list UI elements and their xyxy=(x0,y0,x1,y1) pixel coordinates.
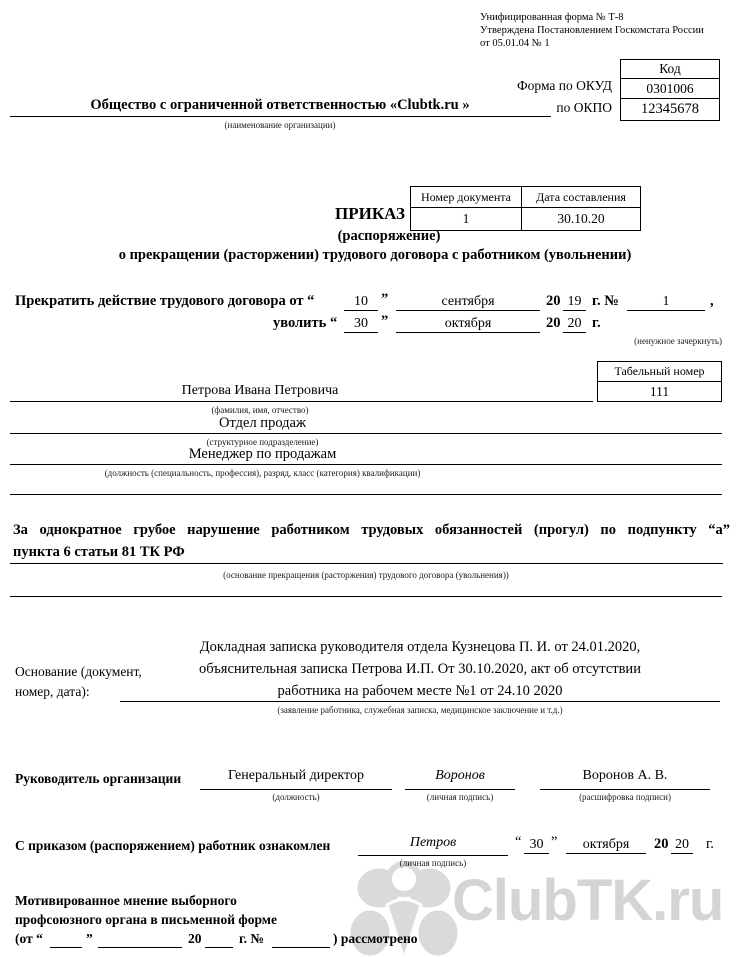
personnel-number-header: Табельный номер xyxy=(597,361,722,382)
union-quote-close: ” xyxy=(86,931,93,946)
ack-label: С приказом (распоряжением) работник ознакомлен xyxy=(15,838,331,853)
union-close-label: ) рассмотрено xyxy=(333,931,418,946)
basis-line xyxy=(120,701,720,702)
union-line1: Мотивированное мнение выборного xyxy=(15,893,237,908)
union-century: 20 xyxy=(188,931,202,946)
reason-note: (основание прекращения (расторжения) трудового договора (увольнения)) xyxy=(223,570,509,580)
basis-text-line: работника на рабочем месте №1 от 24.10 2020 xyxy=(277,683,563,699)
head-signature-block xyxy=(405,768,515,802)
union-year-blank xyxy=(205,947,233,948)
ack-quote-close: ” xyxy=(551,834,558,850)
strike-note: (ненужное зачеркнуть) xyxy=(634,336,722,346)
union-number-blank xyxy=(272,947,330,948)
doc-date-header: Дата составления xyxy=(522,187,641,208)
okpo-value-cell: 12345678 xyxy=(620,98,720,121)
terminate-label: Прекратить действие трудового договора от “ xyxy=(15,293,315,309)
head-position-note: (должность) xyxy=(272,792,320,802)
terminate-quote-close: ” xyxy=(381,291,389,307)
head-name-note: (расшифровка подписи) xyxy=(579,792,671,802)
basis-text-line: Докладная записка руководителя отдела Кузнецова П. И. от 24.01.2020, xyxy=(199,639,641,655)
dismiss-year-blank: 20 xyxy=(563,315,586,333)
doc-number-header: Номер документа xyxy=(411,187,522,208)
form-reference-line: от 05.01.04 № 1 xyxy=(480,38,550,49)
head-label: Руководитель организации xyxy=(15,771,182,786)
department-note: (структурное подразделение) xyxy=(206,437,319,447)
union-line2: профсоюзного органа в письменной форме xyxy=(15,912,277,927)
organization-name: Общество с ограниченной ответственностью «Clubtk.ru » xyxy=(90,97,470,113)
organization-name-note: (наименование организации) xyxy=(224,120,336,130)
doc-number-table xyxy=(410,186,641,231)
dismiss-century: 20 xyxy=(546,315,561,331)
position-note: (должность (специальность, профессия), разряд, класс (категория) квалификации) xyxy=(104,468,421,478)
personnel-number-value: 111 xyxy=(597,381,722,402)
ack-signature-note: (личная подпись) xyxy=(399,858,467,868)
doc-number-value: 1 xyxy=(411,208,522,231)
order-subtitle: (распоряжение) xyxy=(337,228,441,244)
basis-label-line1: Основание (документ, xyxy=(15,664,142,679)
employee-position: Менеджер по продажам xyxy=(188,446,337,462)
dismiss-quote-close: ” xyxy=(381,313,389,329)
basis-text-line: объяснительная записка Петрова И.П. От 30.10.2020, акт об отсутствии xyxy=(199,661,641,677)
dismiss-month-blank: октября xyxy=(396,315,540,333)
head-signature: Воронов xyxy=(405,768,515,790)
reason-extra-line xyxy=(10,596,722,597)
terminate-year-blank: 19 xyxy=(563,293,586,311)
union-month-blank xyxy=(98,947,182,948)
order-subject: о прекращении (расторжении) трудового договора с работником (увольнении) xyxy=(118,247,632,263)
okud-value-cell: 0301006 xyxy=(620,78,720,99)
head-position: Генеральный директор xyxy=(200,768,392,790)
head-position-block xyxy=(200,768,392,802)
union-day-blank xyxy=(50,947,82,948)
reason-line xyxy=(10,563,723,564)
ack-signature-block xyxy=(358,835,508,868)
employee-full-name: Петрова Ивана Петровича xyxy=(181,383,339,398)
head-signature-note: (личная подпись) xyxy=(426,792,494,802)
watermark-text: ClubTK.ru xyxy=(452,868,724,933)
reason-line1: За однократное грубое нарушение работником трудовых обязанностей (прогул) по подпункту “а” xyxy=(13,522,730,538)
basis-label-line2: номер, дата): xyxy=(15,684,90,699)
ack-day-blank: 30 xyxy=(524,836,549,854)
form-reference-line: Унифицированная форма № Т-8 xyxy=(480,12,624,23)
terminate-month-blank: сентября xyxy=(396,293,540,311)
doc-date-value: 30.10.20 xyxy=(522,208,641,231)
terminate-number-label: г. № xyxy=(592,293,619,309)
form-reference xyxy=(480,11,742,50)
employee-name-note: (фамилия, имя, отчество) xyxy=(211,405,309,415)
department-line xyxy=(10,433,722,434)
dismiss-label: уволить “ xyxy=(273,315,338,331)
union-from-label: (от “ xyxy=(15,931,43,946)
terminate-day-blank: 10 xyxy=(344,293,378,311)
reason-line2: пункта 6 статьи 81 ТК РФ xyxy=(13,544,185,560)
ack-month-blank: октября xyxy=(566,836,646,854)
head-name-block xyxy=(540,768,710,802)
okpo-label: по ОКПО xyxy=(556,100,612,115)
ack-year-blank: 20 xyxy=(671,836,693,854)
employee-name-line xyxy=(10,401,593,402)
head-name: Воронов А. В. xyxy=(540,768,710,790)
terminate-order-number-blank: 1 xyxy=(627,293,705,311)
empty-fill-line xyxy=(10,494,722,495)
terminate-century: 20 xyxy=(546,293,561,309)
ack-century: 20 xyxy=(654,836,669,852)
order-title: ПРИКАЗ xyxy=(335,204,405,223)
ack-year-label: г. xyxy=(706,836,714,852)
dismiss-year-label: г. xyxy=(592,315,601,331)
code-header-cell: Код xyxy=(620,59,720,79)
ack-signature: Петров xyxy=(358,835,508,856)
union-year-label: г. № xyxy=(239,931,264,946)
position-line xyxy=(10,464,722,465)
form-reference-line: Утверждена Постановлением Госкомстата России xyxy=(480,25,704,36)
basis-note: (заявление работника, служебная записка, медицинское заключение и т.д.) xyxy=(277,705,563,715)
terminate-comma: , xyxy=(710,293,714,309)
okud-label: Форма по ОКУД xyxy=(516,78,612,93)
organization-name-line xyxy=(10,116,551,117)
dismiss-day-blank: 30 xyxy=(344,315,378,333)
ack-quote-open: “ xyxy=(515,834,522,850)
employee-department: Отдел продаж xyxy=(219,415,306,431)
